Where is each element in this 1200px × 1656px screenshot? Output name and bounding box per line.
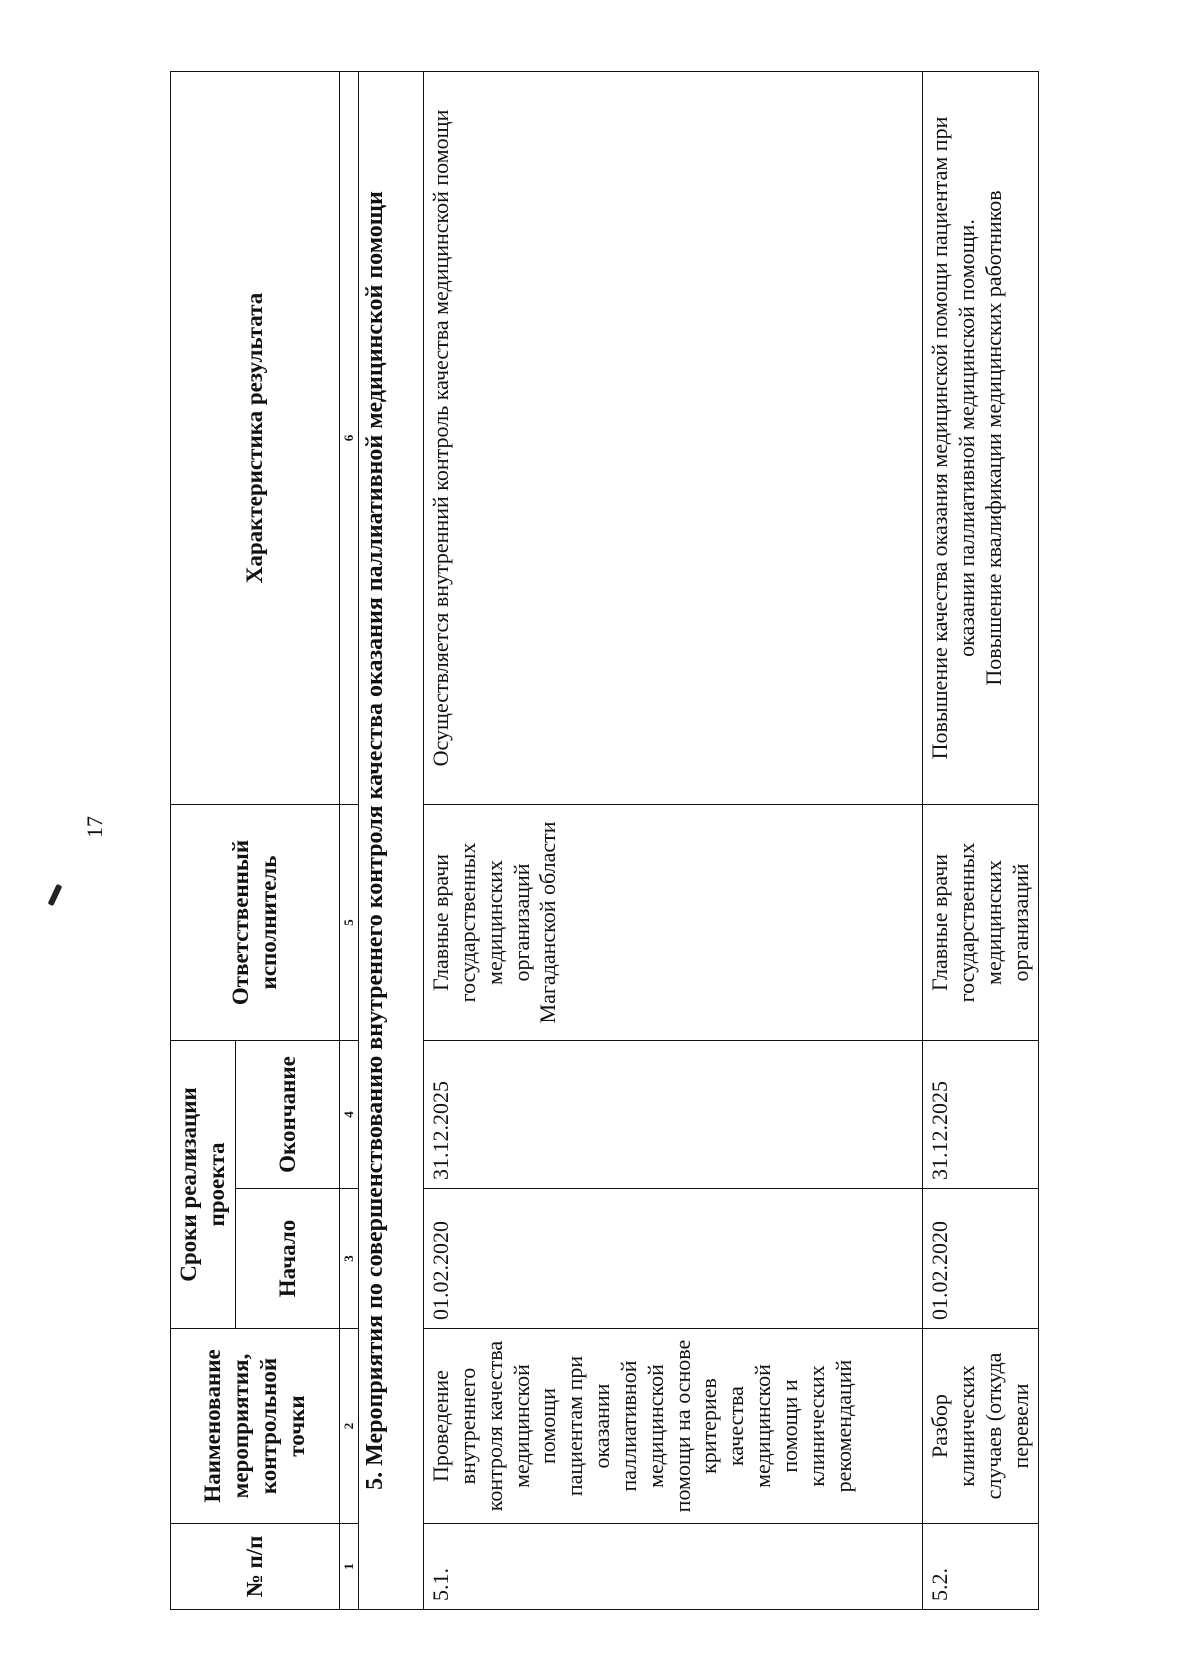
header-num: № п/п [171,1524,340,1610]
header-result: Характеристика результата [171,71,340,804]
row-activity-name: Проведение внутреннего контроля качества медицинской помощи пациентам при оказании паллиативной медицинской помощи на основе критериев качества медицинской помощи и клинических рекомендаций [424,1329,923,1524]
row-start-date: 01.02.2020 [424,1189,923,1329]
column-number: 6 [340,71,359,804]
column-number: 3 [340,1189,359,1329]
row-number: 5.1. [424,1524,923,1610]
header-start: Начало [236,1189,340,1329]
row-end-date: 31.12.2025 [923,1040,1039,1188]
row-number: 5.2. [923,1524,1039,1610]
row-result-line: Повышение квалификации медицинских работников [980,190,1006,686]
header-responsible: Ответственный исполнитель [171,804,340,1040]
column-number: 2 [340,1329,359,1524]
row-result [923,71,1039,804]
row-start-date: 01.02.2020 [923,1189,1039,1329]
column-number-row [340,71,359,1609]
row-activity-name: Разбор клинических случаев (откуда перевели [923,1329,1039,1524]
row-result: Осуществляется внутренний контроль качества медицинской помощи [424,71,923,804]
page-number: 17 [82,816,107,838]
header-name: Наименование мероприятия, контрольной точки [171,1329,340,1524]
table-row [923,71,1039,1609]
column-number: 5 [340,804,359,1040]
column-number: 1 [340,1524,359,1610]
header-end: Окончание [236,1040,340,1188]
table-row [424,71,923,1609]
scan-speck [48,884,63,906]
column-number: 4 [340,1040,359,1188]
row-end-date: 31.12.2025 [424,1040,923,1188]
section-title: 5. Мероприятия по совершенствованию внутреннего контроля качества оказания паллиативной медицинской помощи [359,71,424,1609]
row-responsible: Главные врачи государственных медицинских организаций Магаданской области [424,804,923,1040]
row-responsible: Главные врачи государственных медицинских организаций [923,804,1039,1040]
header-terms: Сроки реализации проекта [171,1040,236,1328]
section-row [359,71,424,1609]
row-result-line: Повышение качества оказания медицинской помощи пациентам при оказании паллиативной медицинской помощи. [927,116,979,760]
rotated-table-container [170,72,1070,1610]
header-row [171,71,236,1609]
activities-table [170,71,1039,1610]
